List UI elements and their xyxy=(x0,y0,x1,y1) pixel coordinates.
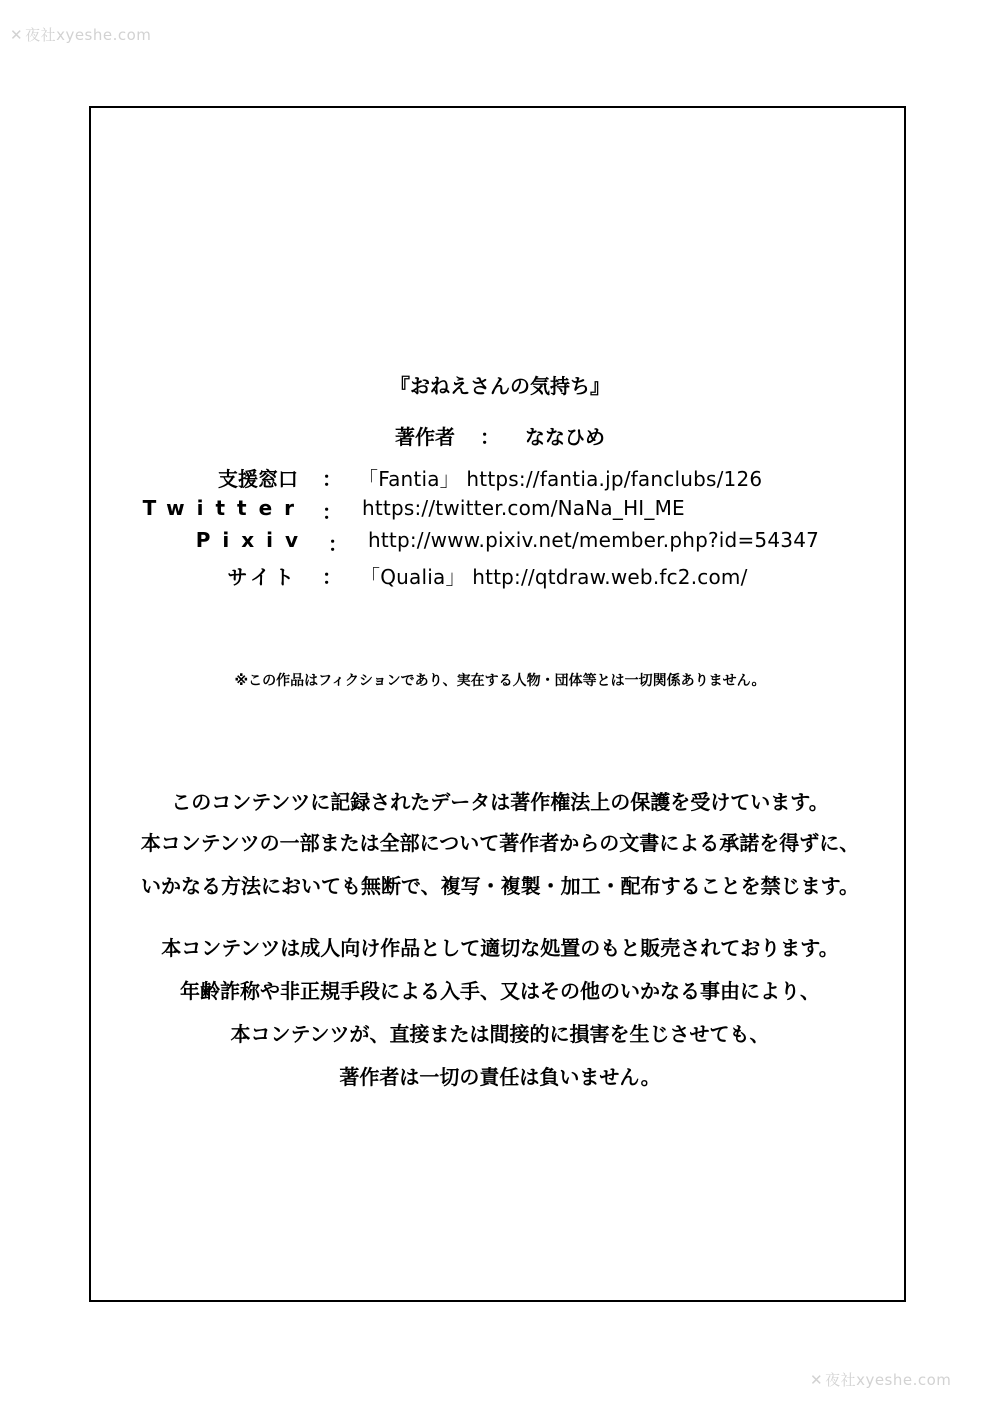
watermark-text: 夜社xyeshe.com xyxy=(25,26,152,44)
author-row xyxy=(0,421,1000,450)
watermark-x-icon: ✕ xyxy=(10,26,24,44)
info-value-site[interactable]: 「Qualia」 http://qtdraw.web.fc2.com/ xyxy=(360,565,748,589)
info-row-twitter xyxy=(0,496,1000,526)
info-colon-twitter: ： xyxy=(322,500,342,524)
copyright-line-1: このコンテンツに記録されたデータは著作権法上の保護を受けています。 xyxy=(171,790,829,814)
info-value-twitter[interactable]: https://twitter.com/NaNa_HI_ME xyxy=(362,496,685,520)
disclaimer-line-4: 著作者は一切の責任は負いません。 xyxy=(339,1065,661,1089)
author-name: ななひめ xyxy=(525,425,605,449)
author-colon: ： xyxy=(480,425,500,449)
info-label-site: サイト xyxy=(227,565,298,589)
info-value-pixiv[interactable]: http://www.pixiv.net/member.php?id=54347 xyxy=(368,528,820,552)
info-colon-support: ： xyxy=(322,467,342,491)
info-colon-pixiv: ： xyxy=(328,532,348,556)
fiction-notice: ※この作品はフィクションであり、実在する人物・団体等とは一切関係ありません。 xyxy=(234,673,766,689)
copyright-line-2: 本コンテンツの一部または全部について著作者からの文書による承諾を得ずに、 xyxy=(140,831,860,855)
info-row-site xyxy=(0,561,1000,591)
disclaimer-line-3: 本コンテンツが、直接または間接的に損害を生じさせても、 xyxy=(230,1022,770,1046)
disclaimer-line-1: 本コンテンツは成人向け作品として適切な処置のもと販売されております。 xyxy=(161,936,839,960)
work-title: 『おねえさんの気持ち』 xyxy=(390,374,610,398)
watermark-x-icon-bottom: ✕ xyxy=(810,1371,824,1389)
info-colon-site: ： xyxy=(322,565,342,589)
disclaimer-line-2: 年齢詐称や非正規手段による入手、又はその他のいかなる事由により、 xyxy=(180,979,820,1003)
page-frame xyxy=(89,106,906,1302)
info-row-pixiv xyxy=(0,528,1000,558)
watermark-text-bottom: 夜社xyeshe.com xyxy=(825,1371,952,1389)
info-value-support[interactable]: 「Fantia」 https://fantia.jp/fanclubs/126 xyxy=(358,467,763,491)
watermark-bottom xyxy=(810,1369,951,1390)
info-row-support xyxy=(0,463,1000,493)
info-label-twitter: Twitter xyxy=(142,496,306,520)
info-label-pixiv: Pixiv xyxy=(195,528,310,552)
info-label-support: 支援窓口 xyxy=(218,467,298,491)
watermark-top xyxy=(10,24,151,45)
copyright-line-3: いかなる方法においても無断で、複写・複製・加工・配布することを禁じます。 xyxy=(141,874,859,898)
author-label: 著作者 xyxy=(395,425,455,449)
